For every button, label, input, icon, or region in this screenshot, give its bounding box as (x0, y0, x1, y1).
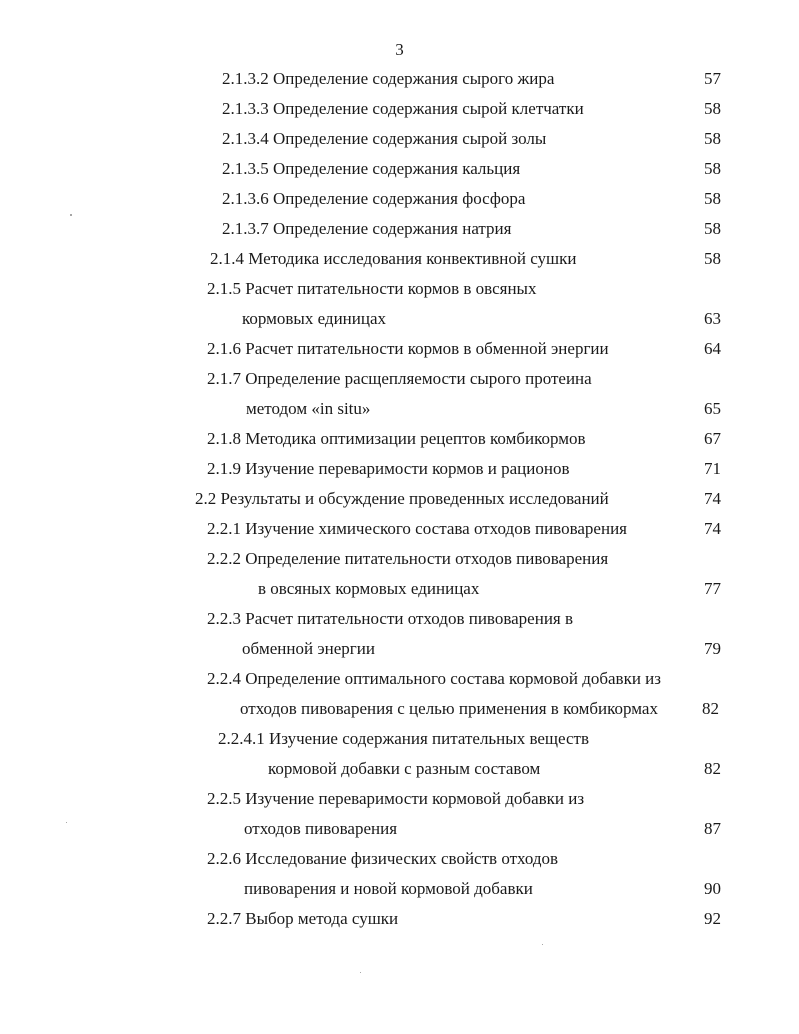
toc-entry-page: 79 (704, 639, 721, 658)
toc-entry-title-continuation: кормовой добавки с разным составом (268, 759, 541, 778)
toc-entry-title: 2.1.9 Изучение переваримости кормов и рационов (207, 459, 570, 478)
page-number: 3 (395, 40, 404, 59)
toc-entry-page: 65 (704, 399, 721, 418)
toc-entry-page: 63 (704, 309, 721, 328)
toc-entry-page: 90 (704, 879, 721, 898)
toc-entry-title: 2.1.3.6 Определение содержания фосфора (222, 189, 526, 208)
toc-entry-title-continuation: отходов пивоварения (244, 819, 398, 838)
toc-entry-page: 92 (704, 909, 721, 928)
toc-entry-title: 2.2 Результаты и обсуждение проведенных исследований (195, 489, 609, 508)
toc-entry-title: 2.2.1 Изучение химического состава отходов пивоварения (207, 519, 627, 538)
toc-entry-title: 2.1.4 Методика исследования конвективной сушки (210, 249, 577, 268)
toc-entry-page: 74 (704, 489, 721, 508)
toc-entry-title: 2.1.3.5 Определение содержания кальция (222, 159, 521, 178)
toc-entry-title: 2.1.8 Методика оптимизации рецептов комбикормов (207, 429, 586, 448)
toc-entry-page: 58 (704, 99, 721, 118)
toc-entry-title: 2.1.3.2 Определение содержания сырого жира (222, 69, 555, 88)
toc-entry-page: 71 (704, 459, 721, 478)
toc-entry-page: 58 (704, 159, 721, 178)
toc-entry-title: 2.2.6 Исследование физических свойств отходов (207, 849, 559, 868)
scan-speck (542, 944, 543, 945)
toc-entry-page: 58 (704, 249, 721, 268)
scan-speck (70, 214, 72, 216)
toc-entry-title: 2.1.3.7 Определение содержания натрия (222, 219, 512, 238)
toc-entry-title: 2.1.3.3 Определение содержания сырой клетчатки (222, 99, 584, 118)
toc-entry-page: 64 (704, 339, 721, 358)
toc-entry-title-continuation: кормовых единицах (242, 309, 387, 328)
toc-entry-page: 82 (704, 759, 721, 778)
toc-entry-title: 2.1.7 Определение расщепляемости сырого протеина (207, 369, 592, 388)
toc-entry-title: 2.2.3 Расчет питательности отходов пивоварения в (207, 609, 574, 628)
toc-entry-page: 67 (704, 429, 721, 448)
toc-entry-title: 2.2.7 Выбор метода сушки (207, 909, 399, 928)
toc-entry-page: 58 (704, 189, 721, 208)
toc-entry-page: 58 (704, 129, 721, 148)
toc-entry-title-continuation: пивоварения и новой кормовой добавки (244, 879, 533, 898)
toc-entry-title: 2.1.3.4 Определение содержания сырой золы (222, 129, 547, 148)
toc-entry-page: 82 (702, 699, 719, 718)
toc-entry-page: 77 (704, 579, 721, 598)
toc-entry-page: 74 (704, 519, 721, 538)
scan-speck (66, 822, 67, 823)
toc-entry-title-continuation: отходов пивоварения с целью применения в комбикормах (240, 699, 658, 718)
toc-entry-title: 2.2.4.1 Изучение содержания питательных веществ (218, 729, 589, 748)
toc-entry-page: 87 (704, 819, 721, 838)
toc-entry-title: 2.2.4 Определение оптимального состава кормовой добавки из (207, 669, 661, 688)
toc-entry-page: 57 (704, 69, 721, 88)
toc-entry-title-continuation: в овсяных кормовых единицах (258, 579, 480, 598)
toc-entry-title: 2.1.6 Расчет питательности кормов в обменной энергии (207, 339, 609, 358)
toc-entry-title: 2.2.2 Определение питательности отходов пивоварения (207, 549, 609, 568)
toc-entry-title-continuation: методом «in situ» (246, 399, 371, 418)
toc-entry-title-continuation: обменной энергии (242, 639, 375, 658)
toc-entry-title: 2.2.5 Изучение переваримости кормовой добавки из (207, 789, 585, 808)
scan-speck (360, 972, 361, 973)
toc-entry-title: 2.1.5 Расчет питательности кормов в овсяных (207, 279, 537, 298)
toc-entry-page: 58 (704, 219, 721, 238)
